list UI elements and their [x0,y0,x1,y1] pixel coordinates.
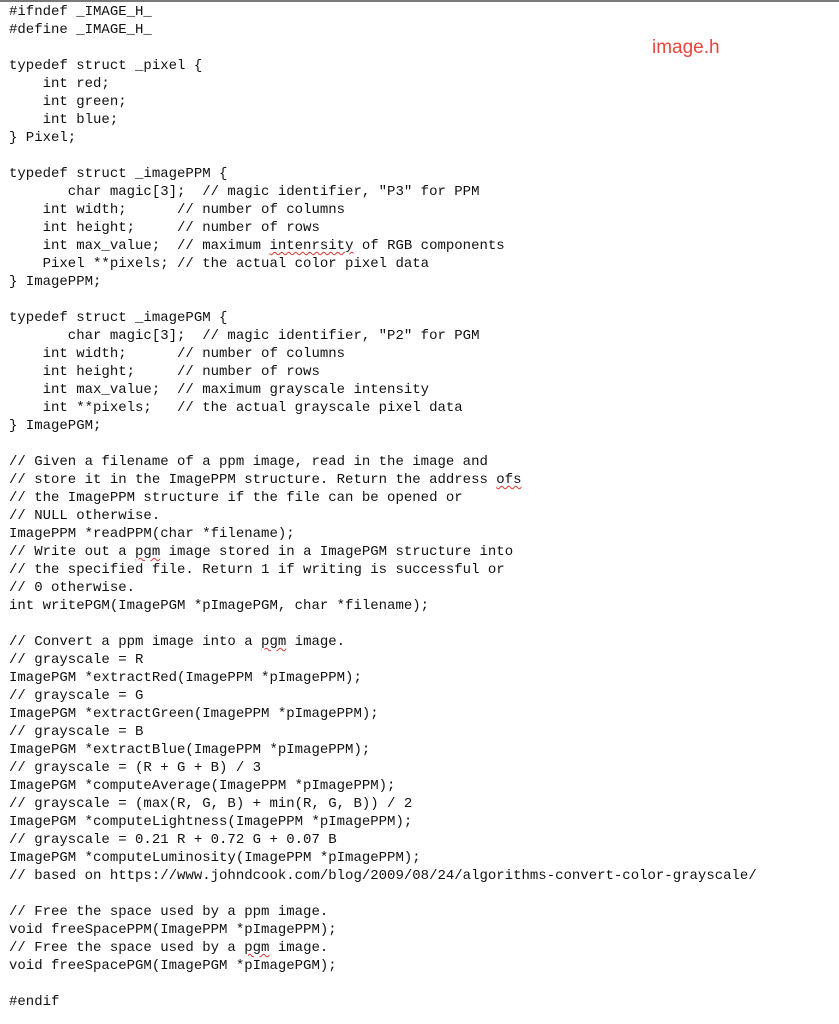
code-line [9,39,757,57]
code-line: typedef struct _imagePGM { [9,310,228,326]
window-top-border [0,0,839,2]
code-line: int **pixels; // the actual grayscale pixel data [9,400,463,416]
code-line: ImagePGM *extractBlue(ImagePPM *pImagePPM); [9,742,371,758]
code-line: } Pixel; [9,130,77,146]
file-name-label: image.h [652,37,720,58]
code-line: int height; // number of rows [9,220,320,236]
code-line [9,291,757,309]
code-line: void freeSpacePPM(ImagePPM *pImagePPM); [9,922,337,938]
code-line: int green; [9,94,127,110]
code-line: // grayscale = 0.21 R + 0.72 G + 0.07 B [9,832,337,848]
code-line: #endif [9,994,60,1010]
code-line: ImagePGM *computeLuminosity(ImagePPM *pImagePPM); [9,850,421,866]
code-line [9,615,757,633]
code-line: // the specified file. Return 1 if writing is successful or [9,562,505,578]
code-line: Pixel **pixels; // the actual color pixel data [9,256,430,272]
code-line: ImagePGM *extractGreen(ImagePPM *pImagePPM); [9,706,379,722]
code-line: typedef struct _pixel { [9,58,203,74]
code-line: char magic[3]; // magic identifier, "P3" for PPM [9,184,480,200]
code-block [9,3,757,1011]
code-line: ImagePGM *computeLightness(ImagePPM *pImagePPM); [9,814,413,830]
code-line: // 0 otherwise. [9,580,136,596]
code-line: // the ImagePPM structure if the file can be opened or [9,490,463,506]
code-line: // Convert a ppm image into a pgm image. [9,634,346,650]
code-line: char magic[3]; // magic identifier, "P2" for PGM [9,328,480,344]
code-line [9,435,757,453]
code-line: // Free the space used by a ppm image. [9,904,329,920]
code-line: // grayscale = R [9,652,144,668]
code-line: // grayscale = G [9,688,144,704]
code-line: int width; // number of columns [9,346,346,362]
code-line: // grayscale = (R + G + B) / 3 [9,760,262,776]
code-line [9,885,757,903]
spellcheck-flagged-word: pgm [261,634,287,650]
code-line: // NULL otherwise. [9,508,161,524]
code-line: ImagePPM *readPPM(char *filename); [9,526,295,542]
code-line: // store it in the ImagePPM structure. Return the address ofs [9,472,522,488]
code-line: // grayscale = B [9,724,144,740]
spellcheck-flagged-word: pgm [135,544,161,560]
spellcheck-flagged-word: ofs [496,472,522,488]
code-line: void freeSpacePGM(ImagePGM *pImagePGM); [9,958,337,974]
code-line: int writePGM(ImagePGM *pImagePGM, char *filename); [9,598,430,614]
code-line: int blue; [9,112,119,128]
code-line: int red; [9,76,110,92]
code-line [9,975,757,993]
code-line: int width; // number of columns [9,202,346,218]
code-line: typedef struct _imagePPM { [9,166,228,182]
code-line: } ImagePPM; [9,274,102,290]
code-line: #ifndef _IMAGE_H_ [9,4,152,20]
code-line: ImagePGM *extractRed(ImagePPM *pImagePPM); [9,670,362,686]
code-line: } ImagePGM; [9,418,102,434]
code-line: ImagePGM *computeAverage(ImagePPM *pImagePPM); [9,778,396,794]
code-line: // grayscale = (max(R, G, B) + min(R, G, B)) / 2 [9,796,413,812]
code-line: // Write out a pgm image stored in a ImagePGM structure into [9,544,514,560]
code-line: int max_value; // maximum intenrsity of RGB components [9,238,505,254]
code-line: int max_value; // maximum grayscale intensity [9,382,430,398]
code-line: int height; // number of rows [9,364,320,380]
spellcheck-flagged-word: intenrsity [269,238,354,254]
code-line: #define _IMAGE_H_ [9,22,152,38]
code-line: // Given a filename of a ppm image, read in the image and [9,454,488,470]
code-line [9,147,757,165]
spellcheck-flagged-word: pgm [244,940,270,956]
code-line: // Free the space used by a pgm image. [9,940,329,956]
code-line: // based on https://www.johndcook.com/blog/2009/08/24/algorithms-convert-color-grayscale/ [9,868,757,884]
